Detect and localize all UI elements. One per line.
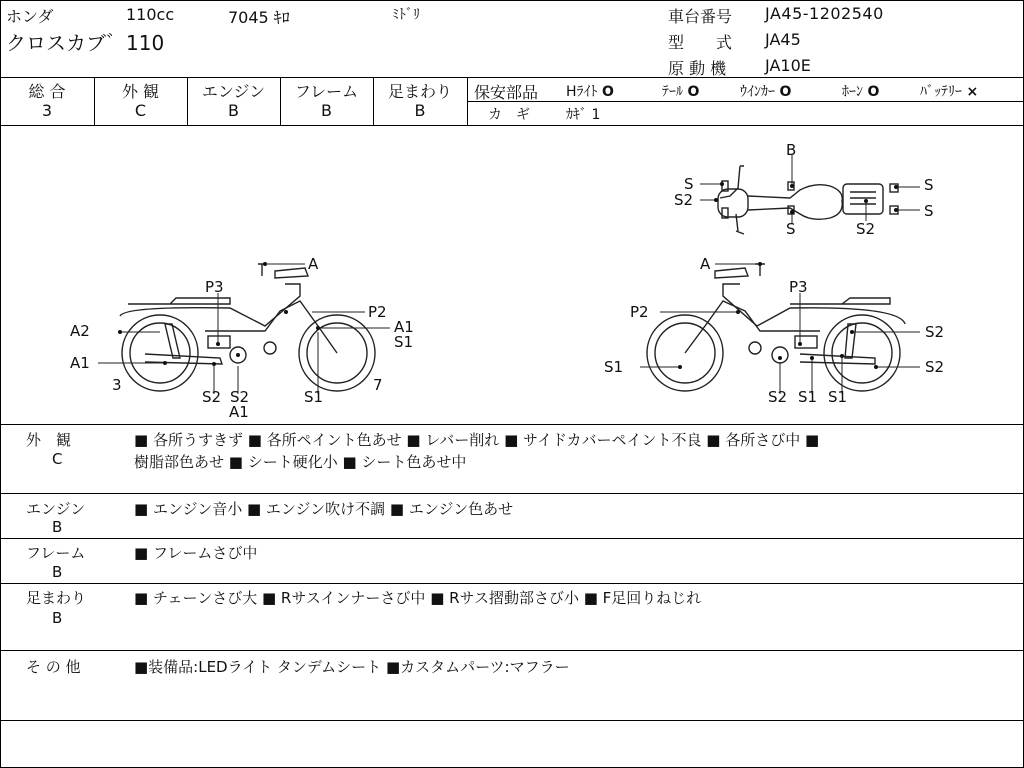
maker: ホンダ bbox=[6, 7, 54, 26]
section-engine-title: エンジン bbox=[26, 500, 86, 518]
frame-no-label: 車台番号 bbox=[668, 7, 733, 26]
top-label-s2: S2 bbox=[674, 191, 694, 209]
right-label-a: A bbox=[700, 255, 711, 273]
right-label-s2c: S2 bbox=[768, 388, 788, 406]
engine-label: 原 動 機 bbox=[668, 59, 727, 78]
left-label-a1-bottom: A1 bbox=[229, 403, 249, 421]
right-label-p2: P2 bbox=[630, 303, 649, 321]
grade-total-label: 総 合 bbox=[28, 82, 66, 101]
right-label-s1: S1 bbox=[604, 358, 624, 376]
safety-battery: ﾊﾞｯﾃﾘｰ × bbox=[920, 84, 979, 100]
left-label-a: A bbox=[308, 255, 319, 273]
right-label-s2a: S2 bbox=[925, 323, 945, 341]
section-frame-line1: ■ フレームさび中 bbox=[134, 544, 258, 562]
safety-label: 保安部品 bbox=[474, 83, 539, 102]
top-label-s4: S bbox=[924, 176, 934, 194]
left-label-s2b: S2 bbox=[230, 388, 250, 406]
grade-exterior-label: 外 観 bbox=[121, 82, 160, 101]
key-value: ｶｷﾞ 1 bbox=[566, 107, 601, 123]
section-other-title: そ の 他 bbox=[26, 658, 81, 676]
section-engine-line1: ■ エンジン音小 ■ エンジン吹け不調 ■ エンジン色あせ bbox=[134, 500, 514, 518]
section-suspension-line1: ■ チェーンさび大 ■ Rサスインナーさび中 ■ Rサス摺動部さび小 ■ F足回りねじれ bbox=[134, 589, 702, 607]
left-corner-3: 3 bbox=[112, 376, 122, 394]
mileage: 7045 ｷﾛ bbox=[228, 8, 290, 27]
grade-engine-value: B bbox=[228, 101, 239, 120]
grade-engine-label: エンジン bbox=[201, 82, 266, 101]
safety-horn: ﾎｰﾝ O bbox=[842, 84, 880, 100]
left-label-a1-side: A1 bbox=[394, 318, 414, 336]
section-frame-title: フレーム bbox=[26, 544, 86, 562]
type-value: JA45 bbox=[765, 30, 801, 49]
left-label-s2a: S2 bbox=[202, 388, 222, 406]
grade-frame-label: フレーム bbox=[294, 82, 359, 101]
left-label-a1: A1 bbox=[70, 354, 90, 372]
left-label-p3: P3 bbox=[205, 278, 224, 296]
engine-value: JA10E bbox=[765, 56, 811, 75]
grade-total-value: 3 bbox=[41, 101, 53, 120]
grade-frame-value: B bbox=[321, 101, 332, 120]
top-label-s2b: S2 bbox=[856, 220, 876, 238]
section-exterior-line2: 樹脂部色あせ ■ シート硬化小 ■ シート色あせ中 bbox=[134, 453, 467, 471]
section-exterior-line1: ■ 各所うすきず ■ 各所ペイント色あせ ■ レバー削れ ■ サイドカバーペイント不良 ■ 各所さび中 ■ bbox=[134, 431, 820, 449]
section-engine-grade: B bbox=[52, 518, 63, 536]
displacement: 110cc bbox=[126, 5, 175, 24]
safety-headlight: Hﾗｲﾄ O bbox=[566, 84, 614, 100]
right-label-p3: P3 bbox=[789, 278, 808, 296]
left-label-s1-bottom: S1 bbox=[304, 388, 324, 406]
section-suspension-grade: B bbox=[52, 609, 63, 627]
top-label-s1: S bbox=[684, 175, 694, 193]
right-label-s2b: S2 bbox=[925, 358, 945, 376]
right-view-bike bbox=[647, 264, 905, 391]
color: ﾐﾄﾞﾘ bbox=[392, 7, 420, 23]
frame-no: JA45-1202540 bbox=[765, 4, 884, 23]
damage-diagram bbox=[0, 126, 1024, 424]
grade-exterior-value: C bbox=[134, 101, 147, 120]
safety-taillight: ﾃｰﾙ O bbox=[662, 84, 700, 100]
left-label-p2: P2 bbox=[368, 303, 387, 321]
left-label-s1-side: S1 bbox=[394, 333, 414, 351]
top-label-s3: S bbox=[786, 220, 796, 238]
model-name: クロスカブ゛110 bbox=[6, 31, 165, 55]
grade-suspension-value: B bbox=[414, 101, 426, 120]
section-frame-grade: B bbox=[52, 563, 63, 581]
left-label-a2: A2 bbox=[70, 322, 90, 340]
left-corner-7: 7 bbox=[373, 376, 383, 394]
section-exterior-grade: C bbox=[52, 450, 63, 468]
section-exterior-title: 外 観 bbox=[26, 431, 72, 449]
top-label-b: B bbox=[786, 141, 797, 159]
safety-winker: ｳｲﾝｶｰ O bbox=[740, 84, 792, 100]
key-label: カ ギ bbox=[488, 107, 530, 123]
section-other-line1: ■装備品:LEDライト タンデムシート ■カスタムパーツ:マフラー bbox=[134, 658, 570, 676]
right-label-s1c: S1 bbox=[828, 388, 848, 406]
grade-suspension-label: 足まわり bbox=[387, 82, 452, 101]
section-suspension-title: 足まわり bbox=[26, 589, 87, 607]
right-label-s1b: S1 bbox=[798, 388, 818, 406]
type-label: 型 式 bbox=[668, 33, 733, 52]
top-label-s5: S bbox=[924, 202, 934, 220]
